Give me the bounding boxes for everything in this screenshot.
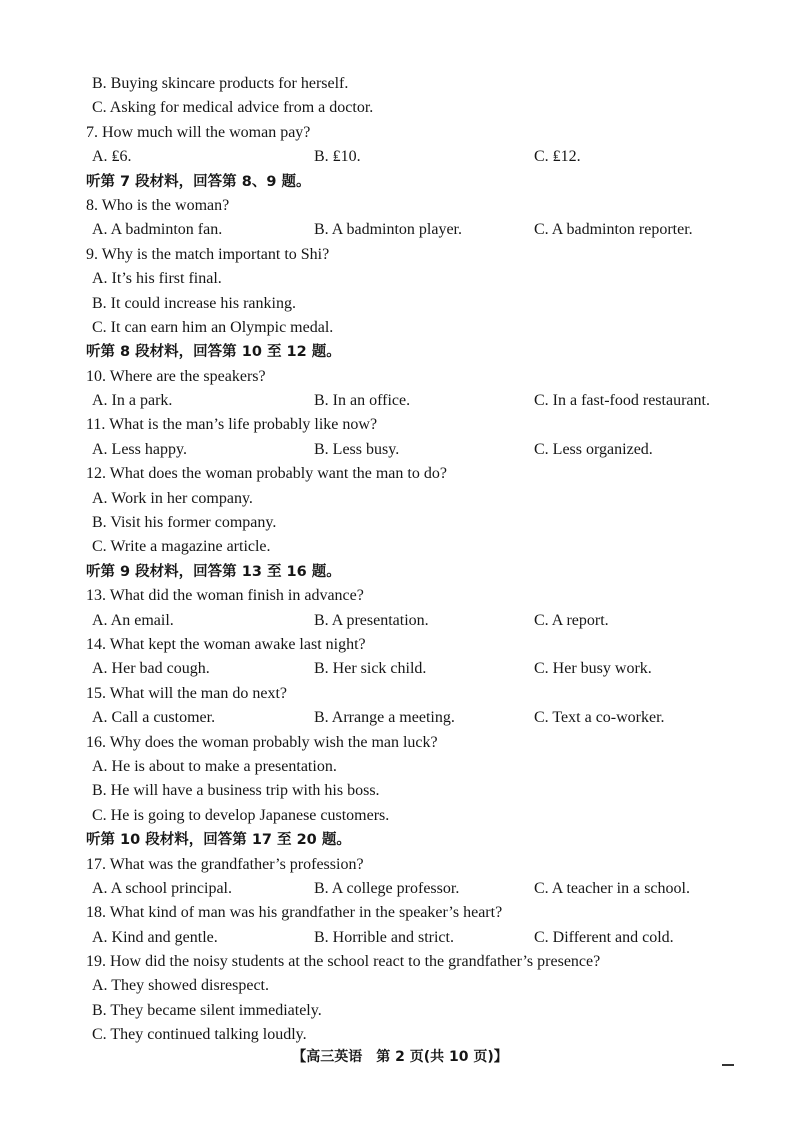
q16-question: 16. Why does the woman probably wish the man luck? — [86, 733, 438, 751]
q18-option-a: A. Kind and gentle. — [92, 928, 218, 946]
q9-question: 9. Why is the match important to Shi? — [86, 245, 330, 263]
q15-option-b: B. Arrange a meeting. — [314, 709, 455, 727]
q14-option-a: A. Her bad cough. — [92, 660, 210, 678]
section-heading-9: 听第 9 段材料，回答第 13 至 16 题。 — [86, 563, 341, 580]
section-heading-8: 听第 8 段材料，回答第 10 至 12 题。 — [86, 344, 341, 361]
q14-question: 14. What kept the woman awake last night? — [86, 635, 366, 653]
q13-question: 13. What did the woman finish in advance? — [86, 587, 364, 605]
section-heading-10: 听第 10 段材料，回答第 17 至 20 题。 — [86, 832, 351, 849]
q10-option-a: A. In a park. — [92, 392, 173, 410]
q7-question: 7. How much will the woman pay? — [86, 123, 311, 141]
q11-options — [86, 438, 766, 462]
q12-option-b: B. Visit his former company. — [92, 514, 277, 532]
q16-option-b: B. He will have a business trip with his boss. — [92, 782, 380, 800]
q13-option-c: C. A report. — [534, 611, 609, 629]
q7-options — [86, 145, 766, 169]
q8-option-a: A. A badminton fan. — [92, 221, 223, 239]
q13-option-a: A. An email. — [92, 611, 174, 629]
q17-option-a: A. A school principal. — [92, 879, 232, 897]
q17-option-c: C. A teacher in a school. — [534, 879, 690, 897]
q15-options — [86, 706, 766, 730]
q8-option-c: C. A badminton reporter. — [534, 221, 693, 239]
q7-option-a: A. ₤6. — [92, 148, 132, 166]
q12-option-c: C. Write a magazine article. — [92, 538, 271, 556]
q10-question: 10. Where are the speakers? — [86, 367, 266, 385]
q17-option-b: B. A college professor. — [314, 879, 460, 897]
q9-option-c: C. It can earn him an Olympic medal. — [92, 318, 334, 336]
q15-option-c: C. Text a co-worker. — [534, 709, 665, 727]
q7-option-c: C. ₤12. — [534, 148, 581, 166]
q8-options — [86, 218, 766, 242]
q6-option-c: C. Asking for medical advice from a doctor. — [92, 99, 374, 117]
section-heading-7: 听第 7 段材料，回答第 8、9 题。 — [86, 173, 311, 190]
q17-question: 17. What was the grandfather’s profession? — [86, 855, 364, 873]
q14-option-c: C. Her busy work. — [534, 660, 652, 678]
q11-option-c: C. Less organized. — [534, 440, 653, 458]
q18-option-b: B. Horrible and strict. — [314, 928, 454, 946]
q8-option-b: B. A badminton player. — [314, 221, 462, 239]
q13-option-b: B. A presentation. — [314, 611, 429, 629]
q12-question: 12. What does the woman probably want the man to do? — [86, 465, 447, 483]
q14-options — [86, 657, 766, 681]
q19-question: 19. How did the noisy students at the school react to the grandfather’s presence? — [86, 953, 601, 971]
q18-question: 18. What kind of man was his grandfather in the speaker’s heart? — [86, 904, 503, 922]
q18-option-c: C. Different and cold. — [534, 928, 674, 946]
q15-option-a: A. Call a customer. — [92, 709, 216, 727]
questions-section — [86, 72, 766, 1048]
q19-option-a: A. They showed disrespect. — [92, 977, 269, 995]
q7-option-b: B. ₤10. — [314, 148, 361, 166]
q19-option-c: C. They continued talking loudly. — [92, 1026, 307, 1044]
q16-option-c: C. He is going to develop Japanese customers. — [92, 806, 390, 824]
q9-option-a: A. It’s his first final. — [92, 270, 222, 288]
page-footer: 【高三英语 第 2 页(共 10 页)】 — [292, 1049, 508, 1065]
q19-option-b: B. They became silent immediately. — [92, 1001, 322, 1019]
margin-dash — [722, 1064, 734, 1066]
q13-options — [86, 609, 766, 633]
q14-option-b: B. Her sick child. — [314, 660, 427, 678]
q10-options — [86, 389, 766, 413]
q8-question: 8. Who is the woman? — [86, 196, 230, 214]
q16-option-a: A. He is about to make a presentation. — [92, 757, 337, 775]
q18-options — [86, 926, 766, 950]
q15-question: 15. What will the man do next? — [86, 684, 287, 702]
q6-option-b: B. Buying skincare products for herself. — [92, 75, 349, 92]
q17-options — [86, 877, 766, 901]
q11-option-b: B. Less busy. — [314, 440, 400, 458]
q11-option-a: A. Less happy. — [92, 440, 187, 458]
q10-option-c: C. In a fast-food restaurant. — [534, 392, 710, 410]
q12-option-a: A. Work in her company. — [92, 489, 253, 507]
q11-question: 11. What is the man’s life probably like now? — [86, 416, 378, 434]
q9-option-b: B. It could increase his ranking. — [92, 294, 296, 312]
q10-option-b: B. In an office. — [314, 392, 411, 410]
